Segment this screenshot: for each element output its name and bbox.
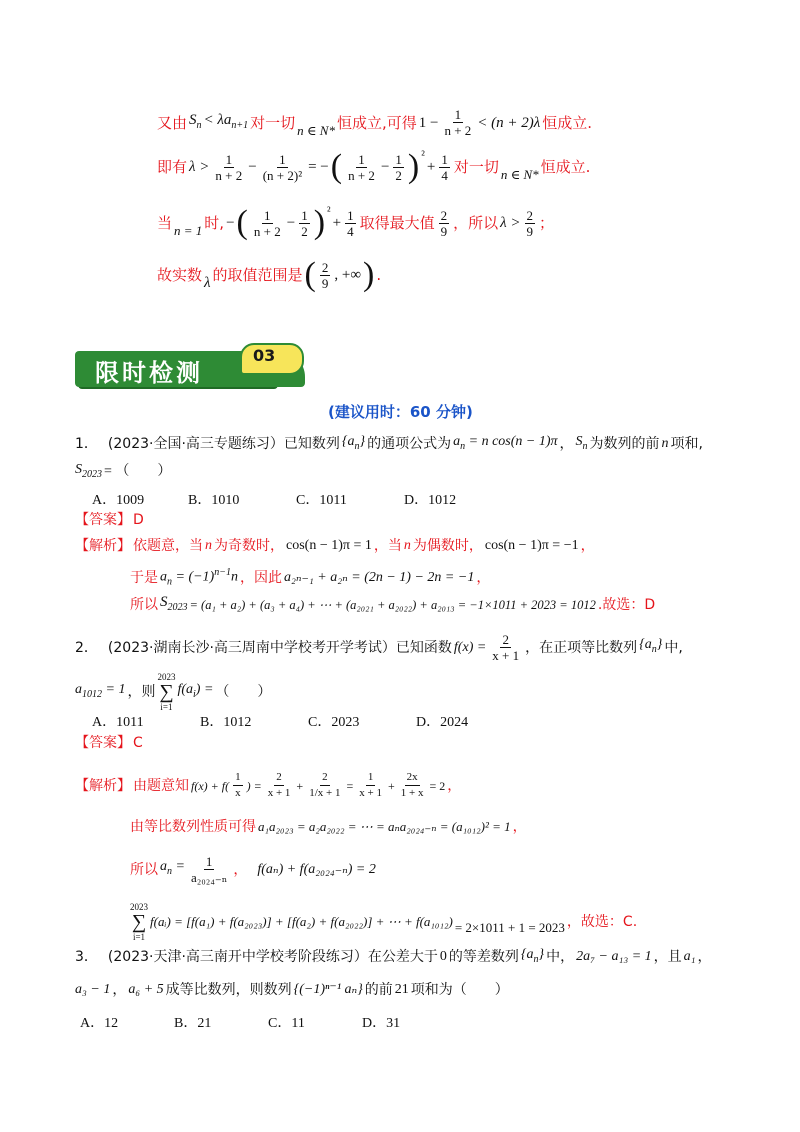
q1-option-d[interactable]: D．1012 [404, 493, 457, 508]
question-source: (2023·湖南长沙·高三周南中学校考开学考试）已知函数 [107, 639, 452, 656]
math: ² [421, 148, 425, 162]
text: 又由 [157, 113, 188, 132]
fraction: $\frac{2}{x + 1}$ [267, 771, 291, 799]
text: ， [476, 569, 491, 586]
math: a₂ₙ₋₁ + a₂ₙ = (2n − 1) − 2n = −1 [283, 569, 475, 585]
math: + [296, 778, 304, 793]
math: = (a₁ + a₂) + (a₃ + a₄) + ⋯ + (a₂₀₂₁ + a₂₀₂₂) + a₂₀₁₃ = −1×1011 + 2023 = 1012 [189, 598, 596, 612]
text: 于是 [130, 569, 158, 586]
solution-line-1 [157, 107, 592, 138]
text: ，故选：C. [566, 914, 638, 930]
text: 取得最大值 [359, 214, 435, 232]
math: $f(a_i)$ = [177, 681, 214, 700]
text: 的通项公式为 [367, 436, 452, 453]
math: cos(n − 1)π = −1 [484, 538, 579, 553]
math: − [380, 159, 390, 175]
text: 的取值范围是 [212, 266, 303, 284]
math: n [205, 538, 212, 553]
math: = − [308, 159, 329, 175]
q1-analysis-line-2 [130, 563, 490, 592]
math: n ∈ N* [297, 122, 335, 138]
math: = 2×1011 + 1 = 2023 [454, 920, 565, 935]
fraction: $\frac{1}{n + 2}$ [348, 151, 375, 183]
text: 对一切 [250, 113, 296, 132]
text: 依题意，当 [133, 538, 203, 554]
fraction: $\frac{2}{9}$ [321, 259, 329, 291]
math: $S_n$ [189, 111, 202, 131]
answer-label: 【答案】 [75, 512, 131, 528]
math: f(aₙ) + f(a₂₀₂₄₋ₙ) = 2 [257, 861, 376, 877]
q2-answer [75, 733, 143, 753]
math: 1 − [418, 114, 439, 131]
text: 项和, [670, 436, 703, 453]
text: 项和为（ ） [410, 982, 509, 998]
math: a₁ [683, 949, 696, 965]
q1-analysis-line-3 [130, 592, 655, 618]
text: 即有 [157, 158, 188, 176]
text: ， [447, 777, 462, 794]
text: 故实数 [157, 266, 203, 284]
math: 21 [394, 982, 409, 997]
fraction: $\frac{1}{4}$ [441, 151, 448, 183]
banner-title: 限时检测 [95, 359, 203, 387]
math: − [226, 215, 235, 231]
text: 为数列的前 [589, 436, 660, 453]
q1-option-c[interactable]: C．1011 [296, 493, 347, 508]
text: 中, [664, 639, 683, 656]
math: $\{a_n\}$ [639, 637, 663, 655]
math: $S_{2023}$ [160, 594, 188, 613]
math: $a_n$ = [160, 859, 185, 877]
math: 0 [439, 949, 447, 965]
text: ； [539, 214, 555, 232]
fraction: $\frac{1}{4}$ [347, 207, 354, 239]
q3-option-d[interactable]: D．31 [362, 1016, 401, 1031]
text: （ ） [215, 684, 272, 700]
solution-line-2 [157, 150, 590, 184]
q3-stem-line-2 [75, 980, 509, 1000]
math: $\{a_n\}$ [520, 947, 545, 965]
math: n [661, 436, 669, 452]
math: < $\lambda a_{n+1}$ [203, 111, 249, 131]
paren: ) [313, 204, 326, 241]
q3-option-a[interactable]: A．12 [80, 1016, 119, 1031]
time-hint: (建议用时：60 分钟) [328, 403, 473, 421]
math: $S_n$ [575, 434, 588, 452]
math: f(x) + f( [191, 778, 230, 793]
text: .故选：D [597, 597, 656, 613]
text: 中， [546, 949, 575, 966]
fraction: $\frac{1}{\text{a₂₀₂₄₋ₙ}}$ [190, 854, 228, 885]
q1-stem-line-2 [75, 460, 171, 485]
math: $a_{1012} = 1$ [75, 681, 126, 700]
math: = [346, 778, 354, 793]
sum-symbol: 2023 ∑ i=1 [157, 672, 176, 712]
q2-option-c[interactable]: C．2023 [308, 715, 360, 730]
math: n = 1 [174, 223, 203, 238]
fraction: $\frac{1}{2}$ [395, 151, 402, 183]
text: . [376, 266, 382, 284]
math: ² [327, 204, 331, 218]
q3-option-c[interactable]: C．11 [268, 1016, 305, 1031]
question-number: 2． [75, 639, 98, 656]
math: a₃ − 1 [75, 982, 111, 997]
paren: ( [236, 204, 248, 241]
text: ， [512, 819, 527, 835]
question-number: 1． [75, 436, 98, 453]
question-number: 3． [75, 949, 98, 966]
text: 所以 [130, 597, 158, 613]
text: 的等差数列 [448, 949, 519, 966]
math: ) = [246, 778, 262, 793]
sum-symbol: 2023 ∑ i=1 [130, 902, 148, 942]
q2-analysis-line-2 [130, 817, 527, 837]
text: 恒成立. [540, 158, 591, 176]
solution-line-4 [157, 258, 381, 292]
q1-option-b[interactable]: B．1010 [188, 493, 240, 508]
math: λ [204, 275, 211, 291]
q2-option-b[interactable]: B．1012 [200, 715, 252, 730]
math: + [332, 215, 342, 231]
fraction: $\frac{1}{2}$ [301, 207, 308, 239]
text: 由等比数列性质可得 [130, 819, 256, 835]
math: $a_n = (-1)^{n-1}n$ [160, 567, 238, 588]
paren: ) [363, 256, 375, 293]
q2-analysis-line-1 [75, 770, 461, 801]
q2-analysis-line-4 [130, 902, 637, 942]
solution-line-3 [157, 206, 554, 240]
banner-number: 03 [253, 346, 276, 365]
question-source: (2023·全国·高三专题练习）已知数列 [107, 436, 340, 453]
answer-label: 【答案】 [75, 735, 131, 751]
q2-stem-line-1 [75, 632, 683, 663]
paren: ) [407, 148, 420, 185]
math: $S_{2023}$ [75, 462, 102, 480]
math: , +∞ [334, 267, 362, 283]
text: 恒成立. [542, 113, 593, 132]
math: {(−1)ⁿ⁻¹ aₙ} [293, 982, 363, 997]
text: 成等比数列，则数列 [165, 982, 292, 998]
math: < (n + 2)λ [477, 114, 541, 131]
analysis-label: 【解析】 [75, 777, 131, 794]
q2-analysis-line-3 [130, 854, 376, 885]
text: ，则 [127, 684, 156, 700]
math: f(aᵢ) = [f(a₁) + f(a₂₀₂₃)] + [f(a₂) + f(a₂₀₂₂)] + ⋯ + f(a₁₀₁₂) [150, 914, 453, 929]
text: 为偶数时， [412, 538, 483, 554]
fraction: $\frac{1}{x}$ [235, 771, 241, 799]
text: ，且 [653, 949, 682, 966]
q1-option-a[interactable]: A．1009 [92, 493, 145, 508]
q3-stem-line-1 [75, 945, 712, 970]
fraction: $\frac{1}{x + 1}$ [359, 771, 382, 799]
fraction: $\frac{2}{9}$ [440, 207, 448, 239]
fraction: $\frac{1}{n + 2}$ [253, 207, 281, 239]
q1-answer [75, 510, 144, 530]
math: + [387, 778, 395, 793]
text: ， [112, 982, 127, 998]
math: $a_n = n$ cos(n − 1)π [453, 434, 558, 452]
answer-value: D [133, 512, 144, 528]
math: n ∈ N* [500, 167, 539, 182]
question-source: (2023·天津·高三南开中学校考阶段练习）在公差大于 [107, 949, 438, 966]
math: − [286, 215, 296, 231]
fraction: $\frac{2}{x + 1}$ [492, 632, 520, 663]
math: + [426, 159, 436, 175]
text: ， [559, 436, 574, 453]
q1-analysis-line-1 [75, 536, 595, 556]
text: 时, [204, 214, 225, 232]
fraction: $\frac{2x}{1 + x}$ [400, 771, 424, 799]
text: ，因此 [239, 569, 282, 586]
math: cos(n − 1)π = 1 [286, 538, 372, 553]
text: 所以 [130, 861, 158, 878]
fraction: $\frac{1}{n + 2}$ [215, 151, 243, 183]
math: a₁a₂₀₂₃ = a₂a₂₀₂₂ = ⋯ = aₙa₂₀₂₄₋ₙ = (a₁₀₁₂)² = 1 [258, 819, 511, 834]
math: = （ ） [104, 464, 172, 480]
text: ， [233, 861, 248, 878]
text: ， [697, 949, 712, 966]
fraction: $\frac{2}{1/x + 1}$ [309, 771, 341, 799]
paren: ( [304, 256, 316, 293]
q1-stem-line-1 [75, 432, 703, 457]
text: ，在正项等比数列 [525, 639, 638, 656]
math: = 2 [429, 778, 446, 793]
math: f(x) = [453, 639, 487, 655]
math: n [403, 538, 411, 553]
text: 为奇数时， [214, 538, 284, 554]
text: ， [580, 538, 595, 554]
text: 当 [157, 214, 173, 232]
math: $\{a_n\}$ [341, 434, 366, 452]
text: 的前 [364, 982, 393, 998]
math: − [248, 159, 257, 175]
math: 2a₇ − a₁₃ = 1 [576, 949, 652, 965]
text: 由题意知 [133, 777, 189, 794]
answer-value: C [133, 735, 143, 751]
q2-stem-line-2 [75, 672, 271, 712]
fraction: $\frac{1}{\text{(n + 2)²}}$ [262, 151, 303, 183]
paren: ( [330, 148, 343, 185]
text: ，当 [373, 538, 402, 554]
text: 恒成立,可得 [336, 113, 417, 132]
math: λ > [189, 159, 210, 175]
q2-option-d[interactable]: D．2024 [416, 715, 469, 730]
fraction: $\frac{1}{n + 2}$ [444, 107, 472, 138]
text: 对一切 [453, 158, 499, 176]
q3-option-b[interactable]: B．21 [174, 1016, 212, 1031]
section-banner [75, 343, 315, 391]
analysis-label: 【解析】 [75, 538, 131, 554]
math: a₆ + 5 [128, 982, 164, 997]
q2-option-a[interactable]: A．1011 [92, 715, 144, 730]
math: λ > [500, 215, 521, 231]
text: ，所以 [453, 214, 499, 232]
fraction: $\frac{2}{9}$ [526, 207, 533, 239]
